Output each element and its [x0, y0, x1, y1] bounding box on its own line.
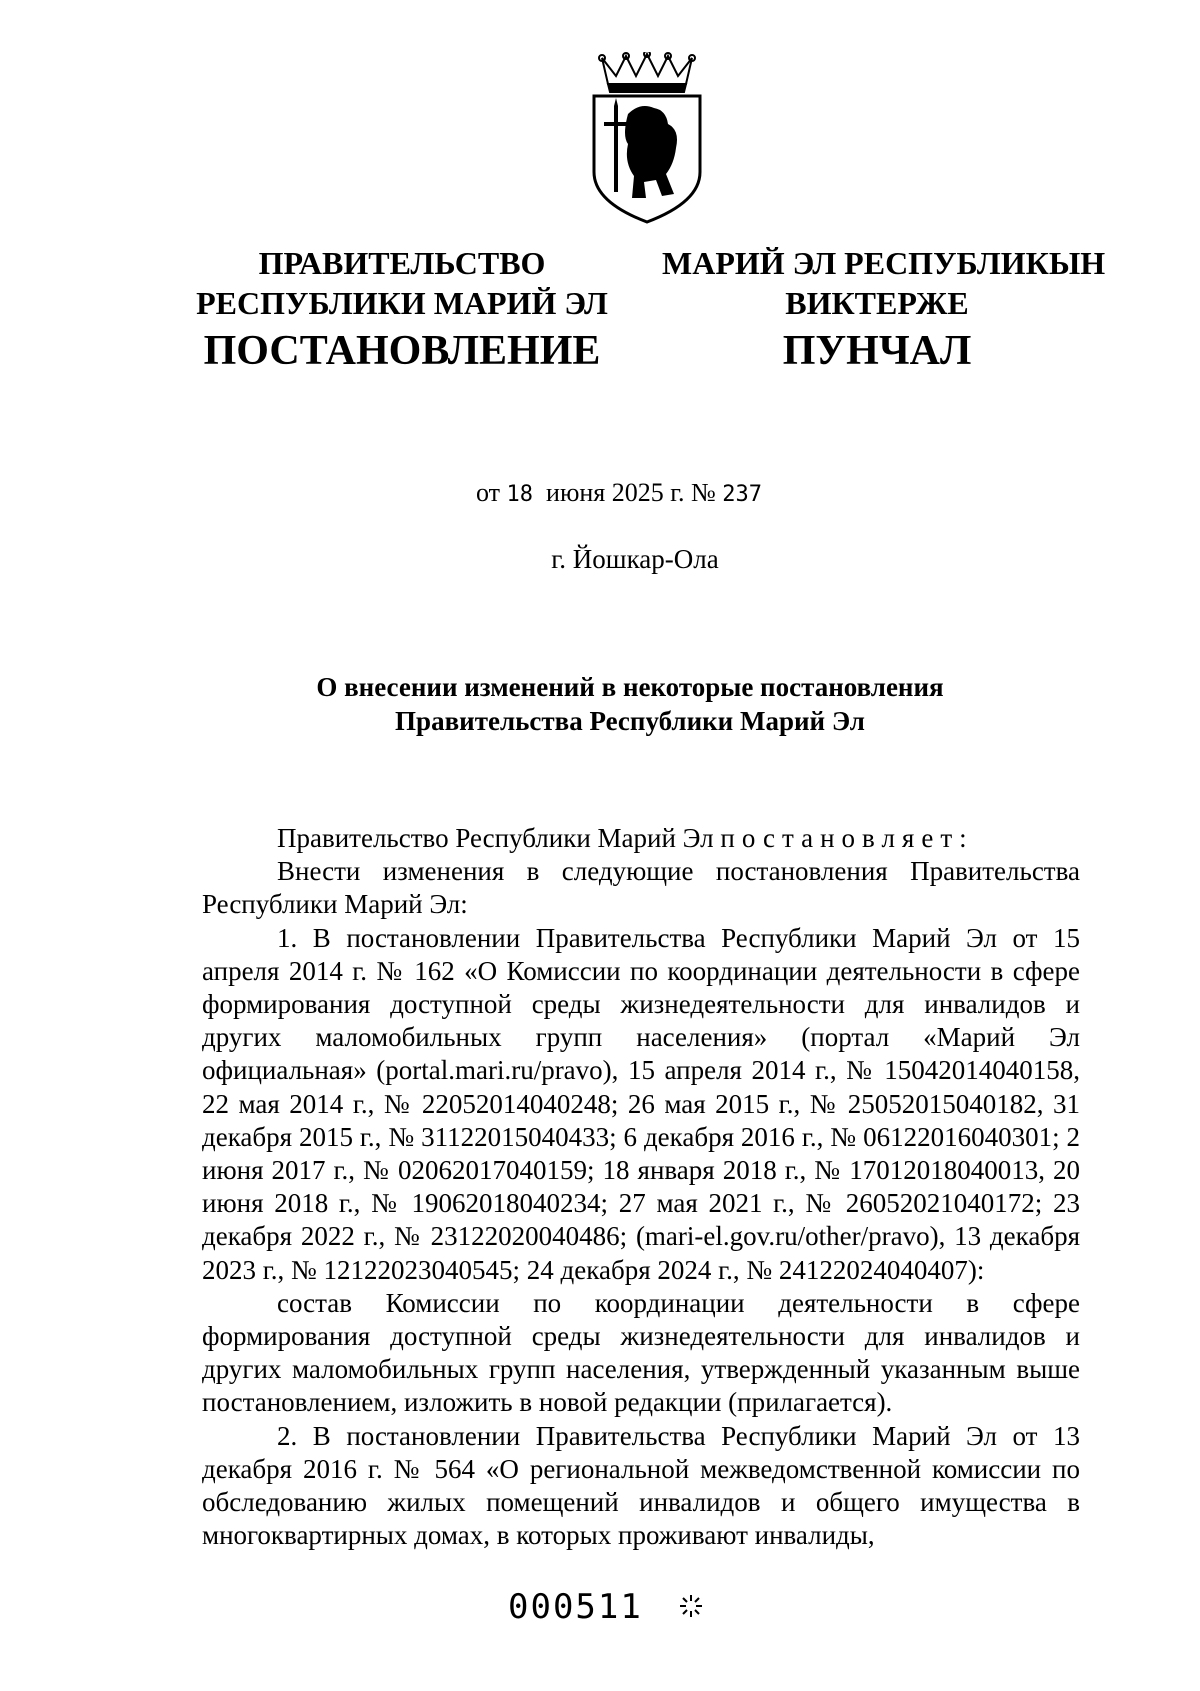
header-left-title: ПОСТАНОВЛЕНИЕ [203, 328, 601, 374]
paragraph-5: 2. В постановлении Правительства Республики Марий Эл от 13 декабря 2016 г. № 564 «О региональной межведомственной комиссии по обследованию жилых помещений инвалидов и общего имущества в многоквартирных домах, в которых проживают инвалиды, [202, 1420, 1080, 1551]
title-line1: О внесении изменений в некоторые постановления [316, 672, 944, 702]
header-left-line2: РЕСПУБЛИКИ МАРИЙ ЭЛ [196, 285, 608, 321]
ornament-mark-icon [678, 1593, 704, 1619]
paragraph-4: состав Комиссии по координации деятельности в сфере формирования доступной среды жизнедеятельности для инвалидов и других маломобильных групп населения, утвержденный указанным выше постановлением, изложить в новой редакции (прилагается). [202, 1287, 1080, 1418]
serial-number: 000511 [508, 1587, 643, 1627]
document-body [202, 822, 1080, 1552]
date-day: 18 [506, 482, 534, 507]
paragraph-1 [202, 822, 1080, 855]
paragraph-3: 1. В постановлении Правительства Республики Марий Эл от 15 апреля 2014 г. № 162 «О Комиссии по координации деятельности в сфере формирования доступной среды жизнедеятельности для инвалидов и других маломобильных групп населения» (портал «Марий Эл официальная» (portal.mari.ru/pravo), 15 апреля 2014 г., № 15042014040158, 22 мая 2014 г., № 22052014040248; 26 мая 2015 г., № 25052015040182, 31 декабря 2015 г., № 31122015040433; 6 декабря 2016 г., № 06122016040301; 2 июня 2017 г., № 02062017040159; 18 января 2018 г., № 17012018040013, 20 июня 2018 г., № 19062018040234; 27 мая 2021 г., № 26052021040172; 23 декабря 2022 г., № 23122020040486; (mari-el.gov.ru/other/pravo), 13 декабря 2023 г., № 12122023040545; 24 декабря 2024 г., № 24122024040407): [202, 922, 1080, 1285]
paragraph-1-spaced: постановляет: [720, 823, 974, 853]
header-right-line2: ВИКТЕРЖЕ [785, 285, 969, 321]
header-right [662, 243, 1106, 374]
date-prefix: от [476, 478, 501, 507]
header-right-title: ПУНЧАЛ [782, 328, 972, 374]
date-month-year: июня 2025 г. № [546, 478, 716, 507]
title-line2: Правительства Республики Марий Эл [395, 706, 865, 736]
document-number: 237 [722, 482, 763, 507]
paragraph-1-text: Правительство Республики Марий Эл [277, 823, 721, 853]
paragraph-2: Внести изменения в следующие постановления Правительства Республики Марий Эл: [202, 856, 1080, 920]
header-right-line1: МАРИЙ ЭЛ РЕСПУБЛИКЫН [662, 245, 1106, 281]
header-left-line1: ПРАВИТЕЛЬСТВО [258, 245, 546, 281]
date-line [476, 478, 762, 508]
header-left [187, 243, 617, 374]
coat-of-arms-icon [588, 52, 706, 224]
city: г. Йошкар-Ола [551, 544, 719, 574]
document-title [200, 670, 1060, 738]
